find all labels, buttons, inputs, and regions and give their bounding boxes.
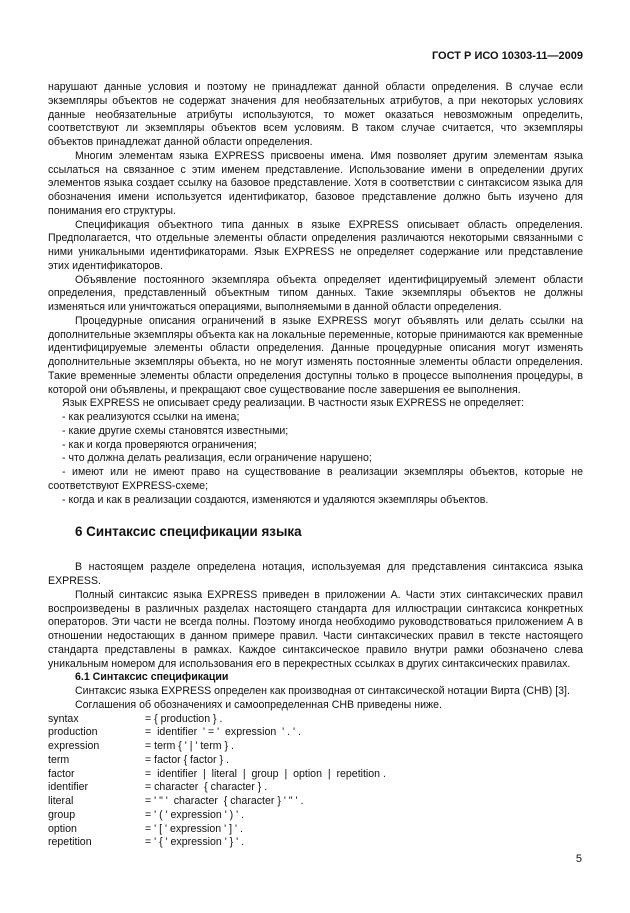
text-block-subsection (48, 685, 583, 713)
paragraph: - имеют или не имеют право на существование в реализации экземпляры объектов, которые не соответствуют EXPRESS-схеме; (48, 466, 583, 492)
rule-name: option (48, 822, 77, 835)
grammar-table (48, 713, 583, 851)
rule-name: group (48, 808, 76, 821)
rule-definition: = { production } . (145, 712, 223, 725)
grammar-rule (48, 836, 583, 850)
paragraph: Синтаксис языка EXPRESS определен как производная от синтаксической нотации Вирта (СНВ) [3]. (75, 685, 570, 697)
grammar-rule (48, 754, 583, 768)
paragraph: нарушают данные условия и поэтому не принадлежат данной области определения. В случае если экземпляры объектов не содержат значения для необязательных атрибутов, а при некоторых условиях данные необязательные атрибуты используются, то может оказаться невозможным определить, соответствуют ли экземпляры объектов всем условиям. В таком случае считается, что экземпляры объектов принадлежат данной области определения. (48, 81, 583, 148)
rule-name: identifier (48, 781, 89, 794)
paragraph: В настоящем разделе определена нотация, используемая для представления синтаксиса языка EXPRESS. (48, 561, 583, 587)
paragraph: - как реализуются ссылки на имена; (62, 411, 240, 423)
paragraph: Многим элементам языка EXPRESS присвоены имена. Имя позволяет другим элементам языка ссылаться на связанное с этим именем представление. Использование имени в определении других элементов языка создает ссылку на базовое представление. Хотя в соответствии с синтаксисом языка для обозначения имени используется идентификатор, базовое представление должно быть изучено для понимания его структуры. (48, 149, 583, 217)
rule-name: factor (48, 767, 75, 780)
grammar-rule (48, 726, 583, 740)
grammar-rule (48, 713, 583, 727)
grammar-rule (48, 823, 583, 837)
rule-definition: = identifier ' = ' expression ' . ' . (145, 726, 301, 739)
rule-definition: = character { character } . (145, 781, 268, 794)
rule-definition: = ' [ ' expression ' ] ' . (145, 822, 243, 835)
paragraph: Язык EXPRESS не описывает среду реализации. В частности язык EXPRESS не определяет: (62, 397, 525, 410)
rule-name: expression (48, 740, 100, 752)
grammar-rule (48, 809, 583, 823)
rule-definition: = ' " ' character { character } ' " ' . (145, 795, 304, 807)
paragraph: Полный синтаксис языка EXPRESS приведен в приложении А. Части этих синтаксических правил воспроизведены в различных разделах настоящего стандарта для иллюстрации синтаксиса конкретных операторов. Эти части не всегда полны. Поэтому иногда необходимо руководствоваться приложением А в отношении недостающих в данном примере правил. Части синтаксических правил в тексте настоящего стандарта представлены в рамках. Каждое синтаксическое правило внутри рамки обозначено слева уникальным номером для использования его в перекрестных ссылках в других синтаксических правилах. (48, 588, 583, 670)
rule-definition: = term { ' | ' term } . (145, 740, 234, 752)
rule-definition: = ' { ' expression ' } ' . (145, 836, 245, 849)
paragraph: - когда и как в реализации создаются, изменяются и удаляются экземпляры объектов. (62, 493, 489, 506)
paragraph: Спецификация объектного типа данных в языке EXPRESS описывает область определения. Предполагается, что отдельные элементы области определения различаются некоторыми связанными с ними уникальными идентификаторами. Язык EXPRESS не определяет содержание или представление этих идентификаторов. (48, 218, 583, 272)
grammar-rule (48, 781, 583, 795)
page-body (48, 81, 583, 850)
paragraph: - какие другие схемы становятся известными; (62, 424, 289, 437)
paragraph: Соглашения об обозначениях и самоопределенная СНВ приведены ниже. (75, 698, 442, 711)
page-number: 5 (575, 853, 582, 865)
rule-definition: = ' ( ' expression ' ) ' . (145, 808, 245, 821)
rule-definition: = identifier | literal | group | option | repetition . (145, 767, 386, 780)
paragraph: - как и когда проверяются ограничения; (62, 438, 257, 451)
grammar-rule (48, 768, 583, 782)
rule-name: literal (48, 795, 74, 807)
paragraph: Объявление постоянного экземпляра объекта определяет идентифицируемый элемент области определения, представленный объектным типом данных. Такие экземпляры объектов не должны изменяться или уничтожаться операциями, выполняемыми в данной области определения. (48, 273, 583, 313)
rule-definition: = factor { factor } . (145, 753, 229, 766)
grammar-rule (48, 795, 583, 809)
rule-name: repetition (48, 836, 92, 849)
text-block-section (48, 561, 583, 671)
section-heading: 6 Синтаксис спецификации языка (75, 524, 302, 540)
rule-name: production (48, 726, 98, 739)
text-block-top (48, 81, 583, 507)
document-header: ГОСТ Р ИСО 10303-11—2009 (431, 50, 583, 62)
paragraph: - что должна делать реализация, если ограничение нарушено; (62, 452, 372, 465)
subsection-heading: 6.1 Синтаксис спецификации (75, 671, 229, 684)
rule-name: syntax (48, 712, 79, 725)
grammar-rule (48, 740, 583, 754)
paragraph: Процедурные описания ограничений в языке EXPRESS могут объявлять или делать ссылки на дополнительные экземпляры объекта как на локальные переменные, которые принимаются как временные идентифицируемые элементы области определения. Данные процедурные описания могут изменять дополнительные экземпляры объекта, но не могут изменять постоянные элементы области определения. Такие временные элементы области определения доступны только в процессе выполнения процедуры, в которой они объявлены, и прекращают свое существование после завершения ее выполнения. (48, 314, 583, 396)
rule-name: term (48, 753, 70, 766)
